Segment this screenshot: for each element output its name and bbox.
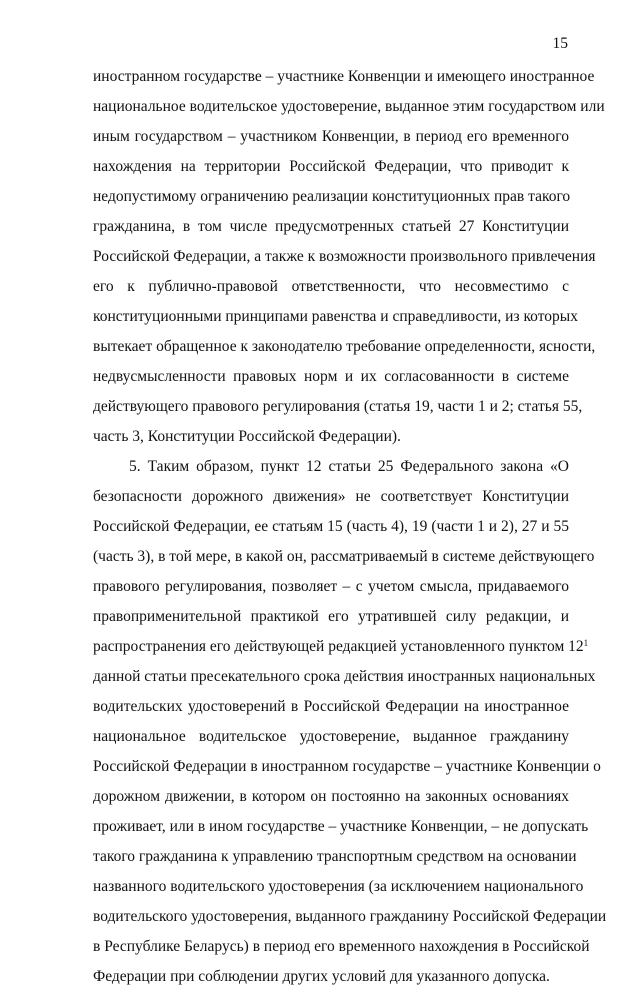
text-line-content: иным государством – участником Конвенции, в период его временного (93, 128, 569, 145)
text-line (93, 812, 589, 842)
text-line-content: 5. Таким образом, пункт 12 статьи 25 Федерального закона «О (129, 458, 569, 475)
text-line-content: Российской Федерации, а также к возможности произвольного привлечения (93, 248, 596, 265)
text-line (93, 182, 569, 212)
text-line (93, 242, 596, 272)
text-line (93, 872, 584, 902)
text-line-content: национальное водительское удостоверение, выданное гражданину (93, 728, 569, 745)
text-line-content: вытекает обращенное к законодателю требование определенности, ясности, (93, 338, 596, 355)
text-line-content: такого гражданина к управлению транспортным средством на основании (93, 848, 577, 865)
text-line (93, 392, 583, 422)
text-line (93, 692, 569, 722)
text-line-content: данной статьи пресекательного срока действия иностранных национальных (93, 668, 596, 685)
text-line (93, 92, 605, 122)
text-line-content: недвусмысленности правовых норм и их согласованности в системе (93, 368, 569, 385)
text-line (93, 632, 589, 662)
text-line-content: недопустимому ограничению реализации конституционных прав такого (93, 188, 571, 205)
text-line-content: дорожном движении, в котором он постоянно на законных основаниях (93, 788, 569, 805)
text-line (93, 902, 607, 932)
document-body (93, 62, 607, 992)
text-line-content: распространения его действующей редакцией установленного пунктом 12 (93, 638, 584, 655)
text-line (93, 62, 595, 92)
text-line (93, 122, 569, 152)
superscript: 1 (583, 638, 589, 648)
text-line (93, 482, 569, 512)
text-line-content: его к публично-правовой ответственности, что несовместимо с (93, 278, 569, 295)
text-line (93, 452, 569, 482)
text-line (93, 422, 569, 452)
text-line-content: водительского удостоверения, выданного гражданину Российской Федерации (93, 908, 607, 925)
text-line (93, 212, 569, 242)
text-line (93, 932, 590, 962)
text-line (93, 722, 569, 752)
page-number: 15 (552, 35, 568, 52)
text-line (93, 272, 569, 302)
text-line-content: конституционными принципами равенства и справедливости, из которых (93, 308, 578, 325)
text-line-content: Федерации при соблюдении других условий для указанного допуска. (93, 968, 550, 985)
text-line-content: безопасности дорожного движения» не соответствует Конституции (93, 488, 569, 505)
text-line-content: действующего правового регулирования (статья 19, части 1 и 2; статья 55, (93, 398, 583, 415)
text-line (93, 962, 569, 992)
text-line-content: (часть 3), в той мере, в какой он, рассматриваемый в системе действующего (93, 548, 595, 565)
text-line (93, 302, 578, 332)
text-line (93, 362, 569, 392)
text-line (93, 752, 601, 782)
text-line-content: названного водительского удостоверения (за исключением национального (93, 878, 584, 895)
text-line-content: проживает, или в ином государстве – участнике Конвенции, – не допускать (93, 818, 589, 835)
text-line (93, 542, 595, 572)
text-line-content: национальное водительское удостоверение, выданное этим государством или (93, 98, 605, 115)
text-line (93, 782, 569, 812)
text-line (93, 512, 569, 542)
text-line-content: гражданина, в том числе предусмотренных статьей 27 Конституции (93, 218, 569, 235)
text-line-content: часть 3, Конституции Российской Федерации). (93, 428, 401, 445)
text-line (93, 332, 596, 362)
text-line-content: правоприменительной практикой его утратившей силу редакции, и (93, 608, 569, 625)
text-line (93, 842, 577, 872)
text-line (93, 572, 569, 602)
text-line-content: нахождения на территории Российской Федерации, что приводит к (93, 158, 569, 175)
text-line-content: правового регулирования, позволяет – с учетом смысла, придаваемого (93, 578, 569, 595)
text-line-content: Российской Федерации в иностранном государстве – участнике Конвенции о (93, 758, 601, 775)
text-line-content: водительских удостоверений в Российской Федерации на иностранное (93, 698, 569, 715)
text-line-content: в Республике Беларусь) в период его временного нахождения в Российской (93, 938, 590, 955)
text-line (93, 662, 596, 692)
text-line (93, 602, 569, 632)
text-line-content: Российской Федерации, ее статьям 15 (часть 4), 19 (части 1 и 2), 27 и 55 (93, 518, 569, 535)
text-line-content: иностранном государстве – участнике Конвенции и имеющего иностранное (93, 68, 595, 85)
text-line (93, 152, 569, 182)
